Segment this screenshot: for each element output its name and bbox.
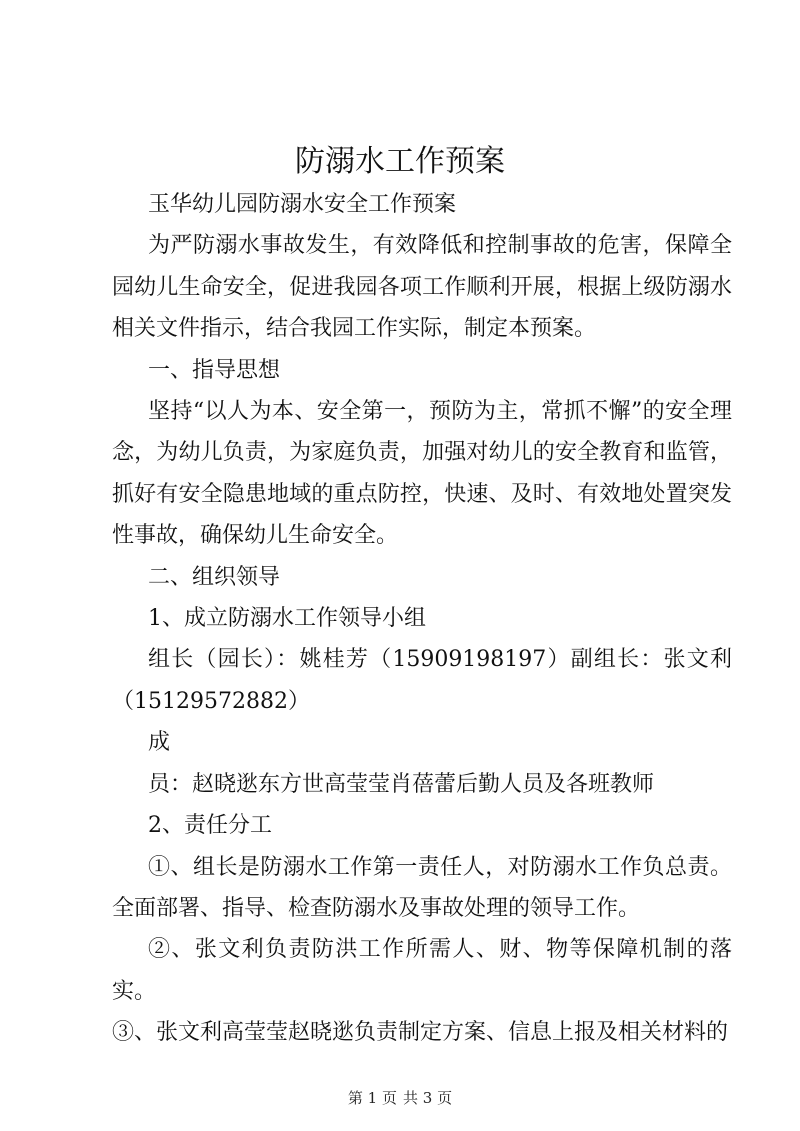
subsection-heading-leading-group: 1、成立防溺水工作领导小组 (148, 606, 426, 632)
paragraph-guiding-ideology: 坚持“以人为本、安全第一，预防为主，常抓不懈”的安全理念，为幼儿负责，为家庭负责，加强对幼儿的安全教育和监管，抓好有安全隐患地域的重点防控，快速、及时、有效地处置突发性事故，确保幼儿生命安全。 (112, 399, 732, 549)
page-number: 第 1 页 (347, 1089, 397, 1107)
document-title: 防溺水工作预案 (295, 144, 505, 179)
section-heading-guiding-ideology: 一、指导思想 (148, 357, 281, 383)
paragraph-group-leaders: 组长（园长）：姚桂芳（15909198197）副组长：张文利（15129572882） (112, 647, 732, 714)
paragraph-duty-1: ①、组长是防溺水工作第一责任人，对防溺水工作负总责。全面部署、指导、检查防溺水及事故处理的领导工作。 (112, 854, 732, 921)
paragraph-duty-2: ②、张文利负责防洪工作所需人、财、物等保障机制的落实。 (112, 937, 732, 1004)
paragraph-members-label: 成 (148, 730, 171, 756)
subsection-heading-responsibilities: 2、责任分工 (148, 813, 272, 839)
paragraph-duty-3: ③、张文利高莹莹赵晓逖负责制定方案、信息上报及相关材料的 (112, 1020, 729, 1046)
total-pages: 共 3 页 (403, 1089, 453, 1107)
section-heading-organization: 二、组织领导 (148, 564, 281, 590)
paragraph-intro: 为严防溺水事故发生，有效降低和控制事故的危害，保障全园幼儿生命安全，促进我园各项工作顺利开展，根据上级防溺水相关文件指示，结合我园工作实际，制定本预案。 (112, 233, 732, 342)
paragraph-subtitle: 玉华幼儿园防溺水安全工作预案 (148, 192, 457, 217)
paragraph-members: 员：赵晓逖东方世高莹莹肖蓓蕾后勤人员及各班教师 (148, 771, 655, 797)
page-footer (0, 1088, 800, 1108)
document-body (112, 184, 732, 1054)
